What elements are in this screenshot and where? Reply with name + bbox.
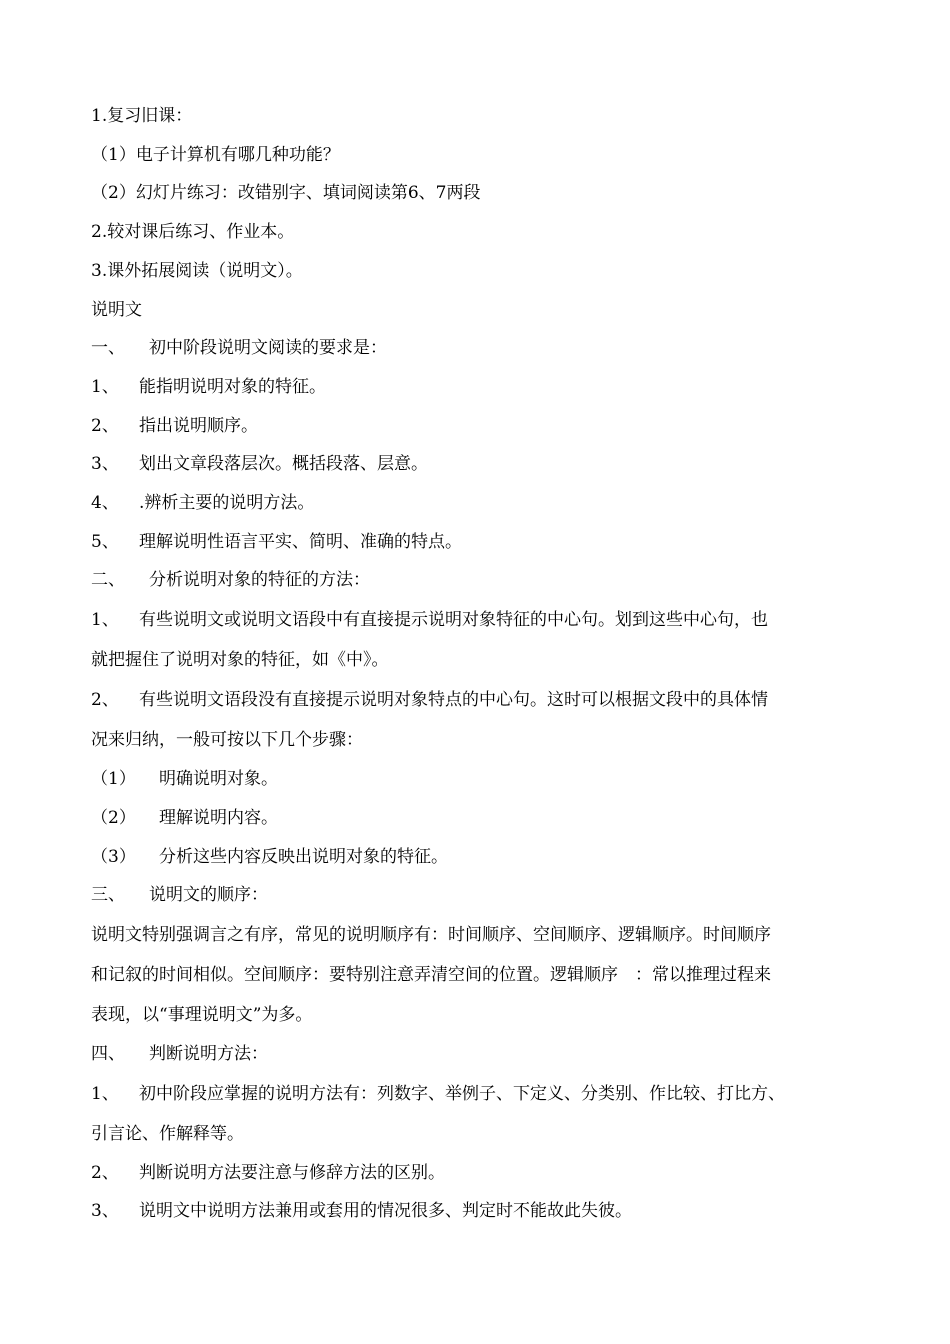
step-text: 理解说明内容。	[159, 807, 278, 828]
item-index: 1、	[91, 610, 119, 631]
section-title-text: 初中阶段说明文阅读的要求是：	[149, 338, 387, 359]
paragraph-continuation: 况来归纳，一般可按以下几个步骤：	[91, 730, 363, 751]
item-text: 理解说明性语言平实、简明、准确的特点。	[139, 531, 462, 552]
step-index: （3）	[91, 846, 136, 867]
document-body	[91, 97, 871, 1231]
section-title-text: 分析说明对象的特征的方法：	[149, 570, 370, 591]
list-item	[91, 523, 871, 562]
paragraph-line	[91, 600, 871, 640]
paragraph-line	[91, 1074, 871, 1114]
item-index: 1、	[91, 1083, 119, 1104]
item-index: 2、	[91, 1162, 119, 1183]
section-1-title	[91, 329, 871, 368]
item-text: 判断说明方法要注意与修辞方法的区别。	[139, 1162, 445, 1183]
section-index: 二、	[91, 570, 125, 591]
item-index: 2、	[91, 415, 119, 436]
list-item	[91, 407, 871, 446]
paragraph-continuation: 引言论、作解释等。	[91, 1123, 244, 1144]
review-item: （1）电子计算机有哪几种功能？	[91, 144, 340, 165]
step-item	[91, 838, 871, 877]
section-title-text: 判断说明方法：	[149, 1043, 268, 1064]
step-item	[91, 799, 871, 838]
item-text: 有些说明文或说明文语段中有直接提示说明对象特征的中心句。划到这些中心句，也	[139, 610, 768, 631]
item-index: 1、	[91, 376, 119, 397]
section-index: 一、	[91, 338, 125, 359]
section-3-title	[91, 876, 871, 915]
item-text: 指出说明顺序。	[139, 415, 258, 436]
step-text: 明确说明对象。	[159, 769, 278, 790]
item-text: 初中阶段应掌握的说明方法有：列数字、举例子、下定义、分类别、作比较、打比方、	[139, 1083, 785, 1104]
list-item	[91, 445, 871, 484]
step-text: 分析这些内容反映出说明对象的特征。	[159, 846, 448, 867]
item-index: 3、	[91, 454, 119, 475]
item-text: 划出文章段落层次。概括段落、层意。	[139, 454, 428, 475]
paragraph-line	[91, 680, 871, 720]
paragraph-line: 说明文特别强调言之有序，常见的说明顺序有：时间顺序、空间顺序、逻辑顺序。时间顺序	[91, 924, 771, 945]
paragraph-line: 和记叙的时间相似。空间顺序：要特别注意弄清空间的位置。逻辑顺序 ：常以推理过程来	[91, 964, 771, 985]
item-text: 说明文中说明方法兼用或套用的情况很多、判定时不能故此失彼。	[139, 1201, 632, 1222]
item-index: 4、	[91, 493, 119, 514]
section-4-title	[91, 1035, 871, 1074]
section-index: 四、	[91, 1043, 125, 1064]
item-text: .辨析主要的说明方法。	[139, 493, 315, 514]
paragraph-continuation: 就把握住了说明对象的特征，如《中》。	[91, 650, 389, 671]
list-item	[91, 1154, 871, 1193]
list-item	[91, 368, 871, 407]
list-item	[91, 484, 871, 523]
review-item: （2）幻灯片练习：改错别字、填词阅读第6、7两段	[91, 183, 481, 204]
section-2-title	[91, 561, 871, 600]
paragraph-line: 表现，以“事理说明文”为多。	[91, 1004, 313, 1025]
section-title-text: 说明文的顺序：	[149, 885, 268, 906]
item-index: 5、	[91, 531, 119, 552]
list-item	[91, 1192, 871, 1231]
section-index: 三、	[91, 885, 125, 906]
item-text: 能指明说明对象的特征。	[139, 376, 326, 397]
step-index: （1）	[91, 769, 136, 790]
step-index: （2）	[91, 807, 136, 828]
section-heading: 说明文	[91, 299, 142, 320]
step-item	[91, 760, 871, 799]
review-title: 1.复习旧课：	[91, 106, 193, 126]
item-text: 有些说明文语段没有直接提示说明对象特点的中心句。这时可以根据文段中的具体情	[139, 690, 768, 711]
extended-reading-line: 3.课外拓展阅读（说明文）。	[91, 260, 303, 281]
item-index: 2、	[91, 690, 119, 711]
proofread-line: 2.较对课后练习、作业本。	[91, 222, 295, 243]
item-index: 3、	[91, 1201, 119, 1222]
